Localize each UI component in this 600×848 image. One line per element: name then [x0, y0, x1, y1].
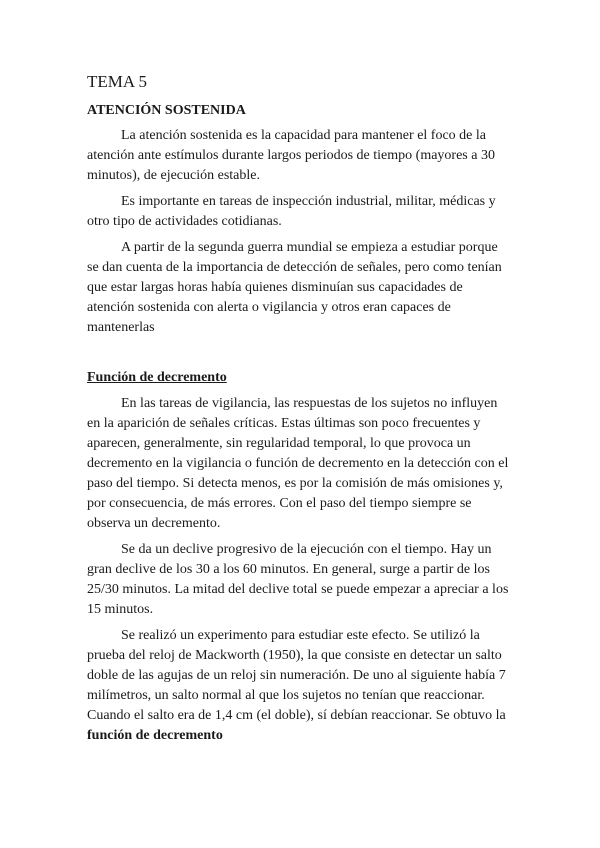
document-subtitle: ATENCIÓN SOSTENIDA — [87, 103, 246, 118]
section-paragraph-3 — [87, 626, 511, 746]
section-paragraph-1: En las tareas de vigilancia, las respuestas de los sujetos no influyen en la aparición de señales críticas. Estas últimas son poco frecuentes y aparecen, generalmente, sin regularidad temporal, lo que provoca un decremento en la vigilancia o función de decremento en la detección con el paso del tiempo. Si detecta menos, es por la comisión de más omisiones y, por consecuencia, de más errores. Con el paso del tiempo siempre se observa un decremento. — [87, 396, 509, 531]
section-heading: Función de decremento — [87, 370, 227, 385]
section-paragraph-3-bold: función de decremento — [87, 728, 223, 743]
section-paragraph-2: Se da un declive progresivo de la ejecución con el tiempo. Hay un gran declive de los 30 a los 60 minutos. En general, surge a partir de los 25/30 minutos. La mitad del declive total se puede empezar a apreciar a los 15 minutos. — [87, 542, 509, 617]
document-title: TEMA 5 — [87, 72, 147, 91]
intro-paragraph-2: Es importante en tareas de inspección industrial, militar, médicas y otro tipo de actividades cotidianas. — [87, 194, 496, 229]
section-paragraph-3-text: Se realizó un experimento para estudiar este efecto. Se utilizó la prueba del reloj de Mackworth (1950), la que consiste en detectar un salto doble de las agujas de un reloj sin numeración. De uno al siguiente había 7 milímetros, un salto normal al que los sujetos no tenían que reaccionar. Cuando el salto era de 1,4 cm (el doble), sí debían reaccionar. Se obtuvo la — [87, 628, 506, 723]
intro-paragraph-3: A partir de la segunda guerra mundial se empieza a estudiar porque se dan cuenta de la importancia de detección de señales, pero como tenían que estar largas horas había quienes disminuían sus capacidades de atención sostenida con alerta o vigilancia y otros eran capaces de mantenerlas — [87, 240, 502, 335]
intro-paragraph-1: La atención sostenida es la capacidad para mantener el foco de la atención ante estímulos durante largos periodos de tiempo (mayores a 30 minutos), de ejecución estable. — [87, 128, 495, 183]
